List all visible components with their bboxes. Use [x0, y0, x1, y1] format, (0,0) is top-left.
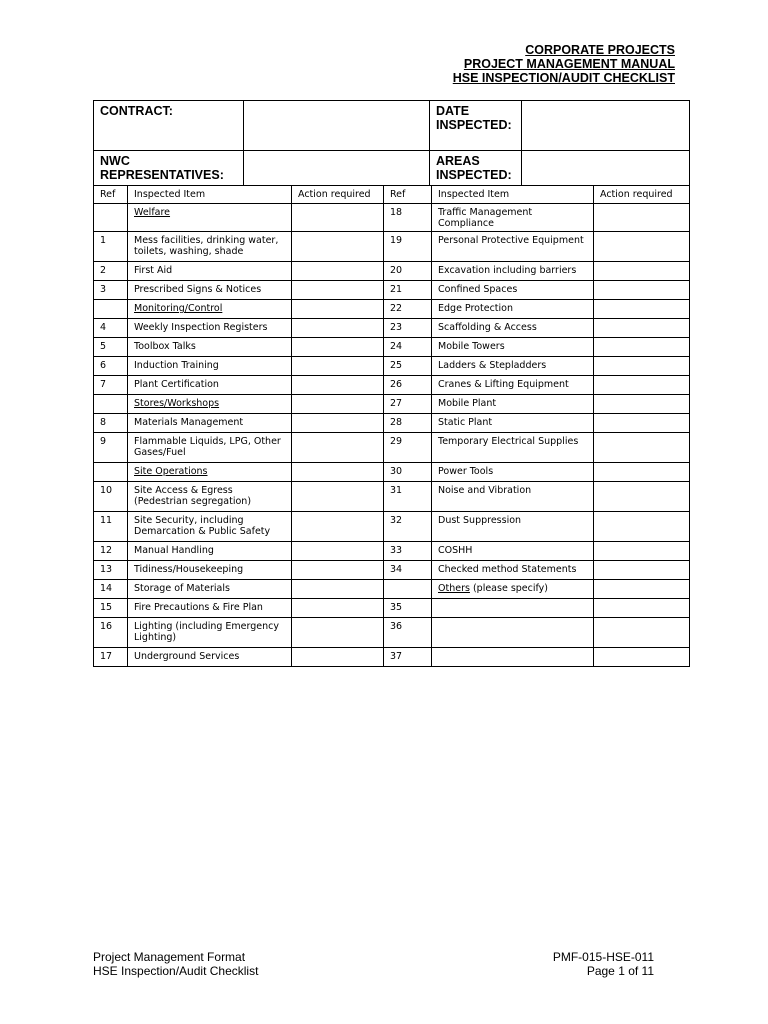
footer-right [553, 950, 654, 978]
ref-cell: 23 [384, 319, 432, 338]
section-heading [128, 204, 292, 232]
inspected-item: Tidiness/Housekeeping [128, 561, 292, 580]
action-required-cell[interactable] [594, 512, 690, 542]
action-required-cell[interactable] [292, 319, 384, 338]
inspected-item: Site Security, including Demarcation & Public Safety [128, 512, 292, 542]
ref-cell: 3 [94, 281, 128, 300]
action-required-cell[interactable] [292, 463, 384, 482]
inspected-item: Checked method Statements [432, 561, 594, 580]
inspected-item: Toolbox Talks [128, 338, 292, 357]
inspected-item: Site Access & Egress (Pedestrian segregation) [128, 482, 292, 512]
action-column-header: Action required [594, 186, 690, 204]
ref-cell: 1 [94, 232, 128, 262]
areas-inspected-label: AREAS INSPECTED: [430, 151, 522, 186]
action-required-cell[interactable] [594, 433, 690, 463]
ref-cell: 13 [94, 561, 128, 580]
inspected-item [432, 648, 594, 667]
inspected-item: Fire Precautions & Fire Plan [128, 599, 292, 618]
ref-cell: 20 [384, 262, 432, 281]
action-required-cell[interactable] [292, 395, 384, 414]
inspected-item: Temporary Electrical Supplies [432, 433, 594, 463]
action-required-cell[interactable] [594, 300, 690, 319]
ref-cell: 11 [94, 512, 128, 542]
section-heading-text: Welfare [134, 207, 171, 218]
inspected-item: Plant Certification [128, 376, 292, 395]
ref-cell: 29 [384, 433, 432, 463]
checklist-row [94, 357, 690, 376]
action-column-header: Action required [292, 186, 384, 204]
inspected-item: Power Tools [432, 463, 594, 482]
ref-cell: 19 [384, 232, 432, 262]
contract-field[interactable] [244, 101, 430, 151]
ref-cell: 33 [384, 542, 432, 561]
action-required-cell[interactable] [594, 319, 690, 338]
ref-cell: 6 [94, 357, 128, 376]
inspected-item: Materials Management [128, 414, 292, 433]
action-required-cell[interactable] [594, 204, 690, 232]
ref-cell [94, 204, 128, 232]
ref-cell: 34 [384, 561, 432, 580]
areas-inspected-field[interactable] [522, 151, 690, 186]
checklist-row [94, 204, 690, 232]
action-required-cell[interactable] [292, 433, 384, 463]
checklist-row [94, 414, 690, 433]
inspected-item: Mobile Plant [432, 395, 594, 414]
section-heading [128, 463, 292, 482]
inspected-item: Scaffolding & Access [432, 319, 594, 338]
inspection-details-table [93, 100, 690, 186]
item-column-header: Inspected Item [432, 186, 594, 204]
inspected-item: Dust Suppression [432, 512, 594, 542]
ref-cell: 18 [384, 204, 432, 232]
ref-cell: 7 [94, 376, 128, 395]
checklist-row [94, 482, 690, 512]
section-heading [128, 300, 292, 319]
ref-cell [384, 580, 432, 599]
ref-cell: 26 [384, 376, 432, 395]
ref-cell: 15 [94, 599, 128, 618]
ref-cell: 12 [94, 542, 128, 561]
checklist-row [94, 319, 690, 338]
ref-column-header: Ref [384, 186, 432, 204]
ref-cell: 30 [384, 463, 432, 482]
checklist-row [94, 648, 690, 667]
header-line-1: CORPORATE PROJECTS [525, 43, 675, 57]
document-header [453, 43, 675, 85]
section-heading-text: Stores/Workshops [134, 398, 220, 409]
action-required-cell[interactable] [292, 232, 384, 262]
ref-cell: 5 [94, 338, 128, 357]
action-required-cell[interactable] [594, 618, 690, 648]
section-heading-text: Site Operations [134, 466, 208, 477]
header-line-3: HSE INSPECTION/AUDIT CHECKLIST [452, 71, 675, 85]
item-column-header: Inspected Item [128, 186, 292, 204]
contract-label: CONTRACT: [94, 101, 244, 151]
action-required-cell[interactable] [292, 512, 384, 542]
action-required-cell[interactable] [594, 376, 690, 395]
action-required-cell[interactable] [594, 281, 690, 300]
action-required-cell[interactable] [292, 482, 384, 512]
checklist-table [93, 185, 690, 667]
checklist-row [94, 512, 690, 542]
ref-cell: 10 [94, 482, 128, 512]
ref-cell: 8 [94, 414, 128, 433]
checklist-row [94, 618, 690, 648]
inspected-item: Weekly Inspection Registers [128, 319, 292, 338]
footer-left [93, 950, 258, 978]
footer-format-title: Project Management Format [93, 950, 246, 964]
action-required-cell[interactable] [292, 281, 384, 300]
ref-cell [94, 463, 128, 482]
inspected-item: Underground Services [128, 648, 292, 667]
footer-document-title: HSE Inspection/Audit Checklist [93, 964, 259, 978]
action-required-cell[interactable] [594, 463, 690, 482]
inspected-item: Personal Protective Equipment [432, 232, 594, 262]
ref-cell: 9 [94, 433, 128, 463]
ref-cell: 36 [384, 618, 432, 648]
action-required-cell[interactable] [292, 648, 384, 667]
action-required-cell[interactable] [292, 542, 384, 561]
checklist-row [94, 599, 690, 618]
action-required-cell[interactable] [292, 580, 384, 599]
inspected-item: Ladders & Stepladders [432, 357, 594, 376]
action-required-cell[interactable] [594, 414, 690, 433]
checklist-row [94, 376, 690, 395]
ref-cell: 4 [94, 319, 128, 338]
section-heading [432, 580, 594, 599]
ref-cell: 32 [384, 512, 432, 542]
inspected-item: Mess facilities, drinking water, toilets, washing, shade [128, 232, 292, 262]
action-required-cell[interactable] [292, 376, 384, 395]
ref-column-header: Ref [94, 186, 128, 204]
inspected-item: Cranes & Lifting Equipment [432, 376, 594, 395]
ref-cell [94, 300, 128, 319]
action-required-cell[interactable] [594, 482, 690, 512]
nwc-representatives-label: NWC REPRESENTATIVES: [94, 151, 244, 186]
checklist-row [94, 433, 690, 463]
checklist-row [94, 338, 690, 357]
section-heading-text: Others [438, 583, 470, 594]
action-required-cell[interactable] [292, 338, 384, 357]
action-required-cell[interactable] [594, 338, 690, 357]
checklist-row [94, 395, 690, 414]
inspected-item: Noise and Vibration [432, 482, 594, 512]
checklist-row [94, 542, 690, 561]
ref-cell: 25 [384, 357, 432, 376]
ref-cell: 31 [384, 482, 432, 512]
header-line-2: PROJECT MANAGEMENT MANUAL [463, 57, 675, 71]
section-heading [128, 395, 292, 414]
ref-cell: 37 [384, 648, 432, 667]
action-required-cell[interactable] [594, 262, 690, 281]
ref-cell: 27 [384, 395, 432, 414]
action-required-cell[interactable] [292, 357, 384, 376]
ref-cell: 21 [384, 281, 432, 300]
ref-cell: 24 [384, 338, 432, 357]
footer-document-code: PMF-015-HSE-011 [552, 950, 654, 964]
footer-page-number: Page 1 of 11 [586, 964, 654, 978]
action-required-cell[interactable] [594, 599, 690, 618]
ref-cell: 2 [94, 262, 128, 281]
inspected-item: COSHH [432, 542, 594, 561]
action-required-cell[interactable] [594, 580, 690, 599]
action-required-cell[interactable] [292, 204, 384, 232]
checklist-row [94, 232, 690, 262]
inspected-item: Flammable Liquids, LPG, Other Gases/Fuel [128, 433, 292, 463]
inspected-item: Traffic Management Compliance [432, 204, 594, 232]
inspected-item: Lighting (including Emergency Lighting) [128, 618, 292, 648]
ref-cell: 14 [94, 580, 128, 599]
checklist-row [94, 300, 690, 319]
action-required-cell[interactable] [292, 300, 384, 319]
date-inspected-label: DATE INSPECTED: [430, 101, 522, 151]
action-required-cell[interactable] [594, 648, 690, 667]
section-heading-note: (please specify) [469, 583, 549, 594]
action-required-cell[interactable] [594, 395, 690, 414]
action-required-cell[interactable] [594, 232, 690, 262]
inspected-item: Mobile Towers [432, 338, 594, 357]
ref-cell: 35 [384, 599, 432, 618]
action-required-cell[interactable] [292, 414, 384, 433]
inspected-item: Storage of Materials [128, 580, 292, 599]
nwc-representatives-field[interactable] [244, 151, 430, 186]
inspected-item: Static Plant [432, 414, 594, 433]
action-required-cell[interactable] [292, 561, 384, 580]
ref-cell: 16 [94, 618, 128, 648]
inspected-item: First Aid [128, 262, 292, 281]
action-required-cell[interactable] [292, 618, 384, 648]
checklist-row [94, 463, 690, 482]
ref-cell [94, 395, 128, 414]
inspected-item: Prescribed Signs & Notices [128, 281, 292, 300]
action-required-cell[interactable] [594, 357, 690, 376]
action-required-cell[interactable] [594, 542, 690, 561]
checklist-row [94, 580, 690, 599]
action-required-cell[interactable] [594, 561, 690, 580]
inspected-item [432, 599, 594, 618]
inspected-item: Manual Handling [128, 542, 292, 561]
ref-cell: 22 [384, 300, 432, 319]
inspected-item: Edge Protection [432, 300, 594, 319]
inspected-item: Excavation including barriers [432, 262, 594, 281]
inspected-item: Confined Spaces [432, 281, 594, 300]
checklist-row [94, 262, 690, 281]
action-required-cell[interactable] [292, 599, 384, 618]
checklist-header-row [94, 186, 690, 204]
section-heading-text: Monitoring/Control [134, 303, 223, 314]
action-required-cell[interactable] [292, 262, 384, 281]
ref-cell: 17 [94, 648, 128, 667]
date-inspected-field[interactable] [522, 101, 690, 151]
checklist-row [94, 561, 690, 580]
checklist-row [94, 281, 690, 300]
inspected-item: Induction Training [128, 357, 292, 376]
ref-cell: 28 [384, 414, 432, 433]
inspected-item [432, 618, 594, 648]
